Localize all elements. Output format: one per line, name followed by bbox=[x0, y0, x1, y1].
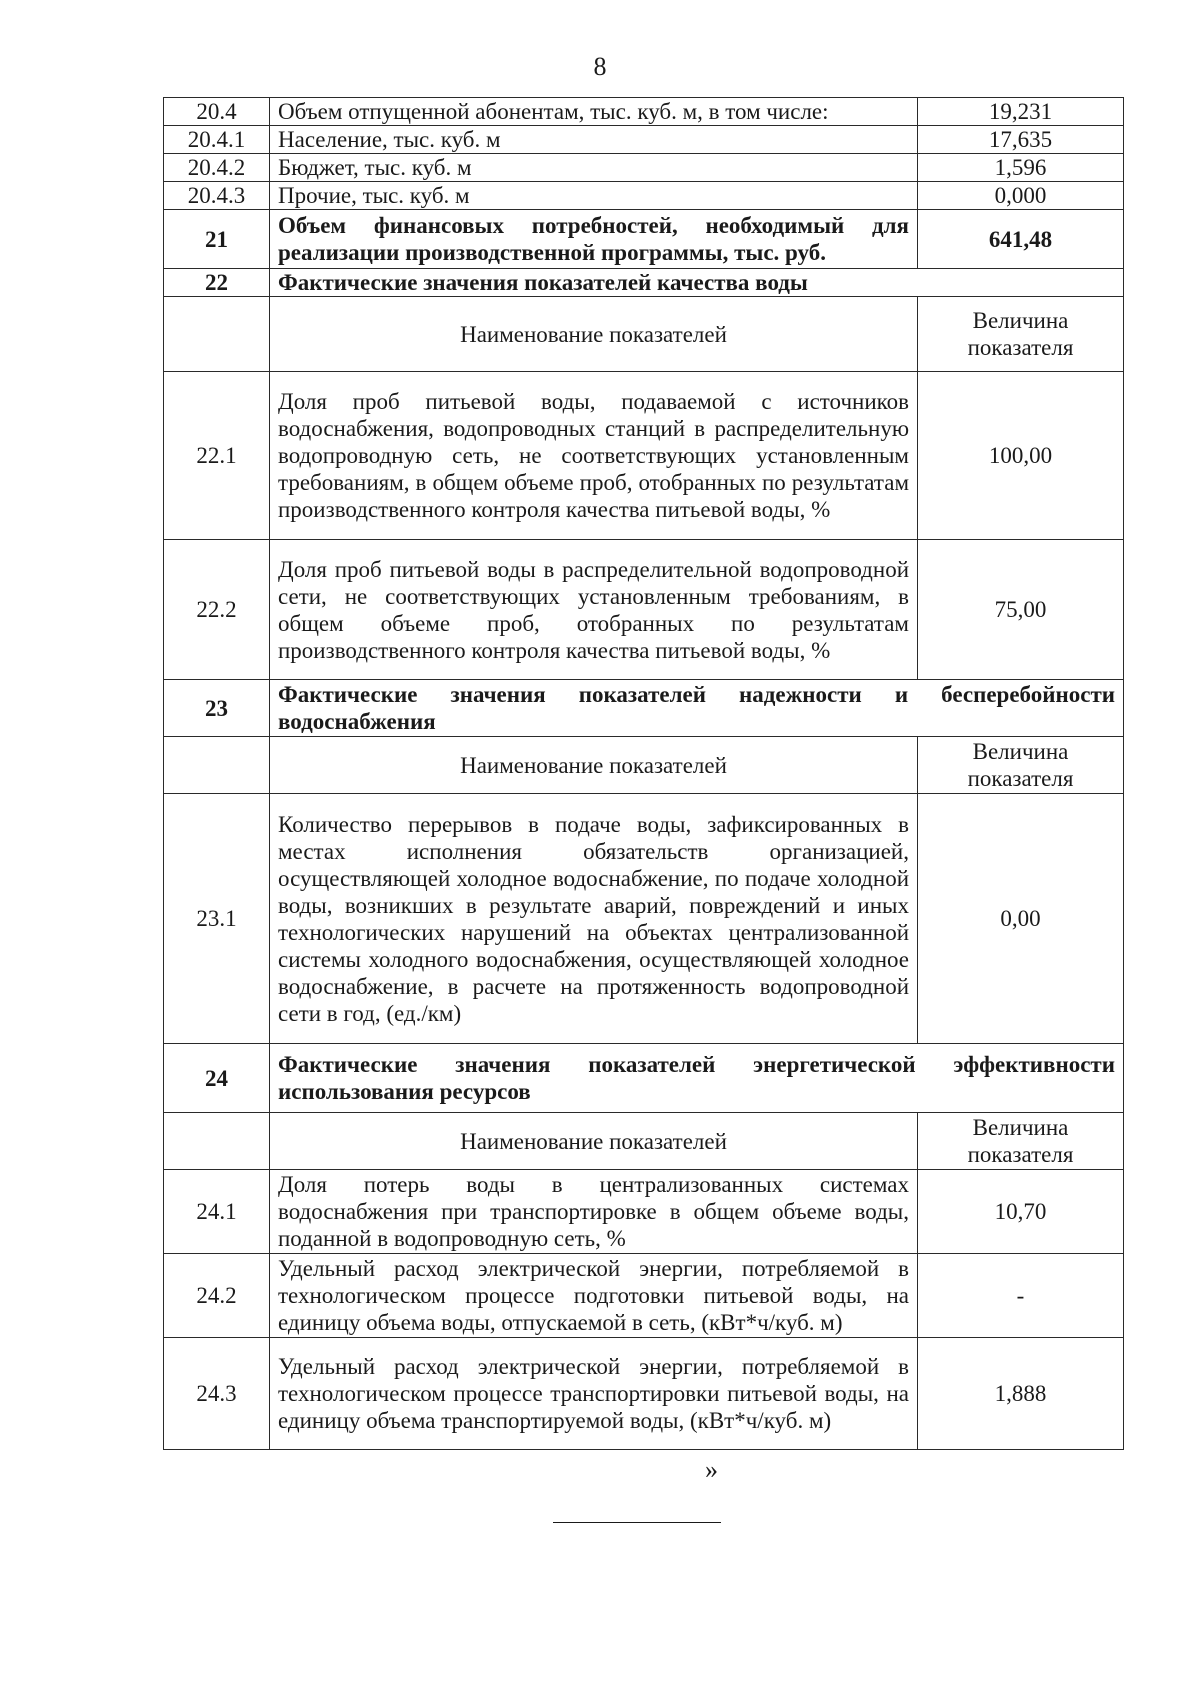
column-header-name: Наименование показателей bbox=[270, 297, 918, 372]
row-value: 0,000 bbox=[918, 182, 1124, 210]
row-value: 75,00 bbox=[918, 540, 1124, 680]
column-header-name: Наименование показателей bbox=[270, 737, 918, 794]
row-number: 24.3 bbox=[164, 1338, 270, 1450]
section-title: Фактические значения показателей энергетической эффективности использования ресурсов bbox=[270, 1044, 1124, 1113]
row-value: 1,596 bbox=[918, 154, 1124, 182]
table-row bbox=[164, 540, 1124, 680]
table-row bbox=[164, 126, 1124, 154]
row-description: Население, тыс. куб. м bbox=[270, 126, 918, 154]
column-header-value: Величина показателя bbox=[918, 1113, 1124, 1170]
column-header-value: Величина показателя bbox=[918, 737, 1124, 794]
section-title: Фактические значения показателей надежности и бесперебойности водоснабжения bbox=[270, 680, 1124, 737]
row-value: 100,00 bbox=[918, 372, 1124, 540]
table-row bbox=[164, 182, 1124, 210]
closing-quote: » bbox=[705, 1455, 718, 1484]
empty-cell bbox=[164, 737, 270, 794]
column-header-row bbox=[164, 1113, 1124, 1170]
section-number: 24 bbox=[164, 1044, 270, 1113]
row-number: 20.4.3 bbox=[164, 182, 270, 210]
section-number: 22 bbox=[164, 269, 270, 297]
indicators-table bbox=[163, 97, 1124, 1450]
row-number: 24.1 bbox=[164, 1170, 270, 1254]
row-description: Прочие, тыс. куб. м bbox=[270, 182, 918, 210]
row-description: Доля проб питьевой воды, подаваемой с источников водоснабжения, водопроводных станций в распределительную водопроводную сеть, не соответствующих установленным требованиям, в общем объеме проб, отобранных по результатам производственного контроля качества питьевой воды, % bbox=[270, 372, 918, 540]
column-header-row bbox=[164, 297, 1124, 372]
row-description: Количество перерывов в подаче воды, зафиксированных в местах исполнения обязательств организацией, осуществляющей холодное водоснабжение, по подаче холодной воды, возникших в результате аварий, повреждений и иных технологических нарушений на объектах централизованной системы холодного водоснабжения, осуществляющей холодное водоснабжение, в расчете на протяженность водопроводной сети в год, (ед./км) bbox=[270, 794, 918, 1044]
section-header-row bbox=[164, 680, 1124, 737]
section-number: 23 bbox=[164, 680, 270, 737]
row-value: 10,70 bbox=[918, 1170, 1124, 1254]
row-description: Доля проб питьевой воды в распределительной водопроводной сети, не соответствующих установленным требованиям, в общем объеме проб, отобранных по результатам производственного контроля качества питьевой воды, % bbox=[270, 540, 918, 680]
section-title: Фактические значения показателей качества воды bbox=[270, 269, 1124, 297]
row-number: 22.1 bbox=[164, 372, 270, 540]
row-number: 20.4.2 bbox=[164, 154, 270, 182]
row-description: Объем финансовых потребностей, необходимый для реализации производственной программы, тыс. руб. bbox=[270, 210, 918, 269]
row-description: Удельный расход электрической энергии, потребляемой в технологическом процессе транспортировки питьевой воды, на единицу объема транспортируемой воды, (кВт*ч/куб. м) bbox=[270, 1338, 918, 1450]
row-number: 23.1 bbox=[164, 794, 270, 1044]
table-row bbox=[164, 1254, 1124, 1338]
row-description: Удельный расход электрической энергии, потребляемой в технологическом процессе подготовки питьевой воды, на единицу объема воды, отпускаемой в сеть, (кВт*ч/куб. м) bbox=[270, 1254, 918, 1338]
row-value: 19,231 bbox=[918, 98, 1124, 126]
section-header-row bbox=[164, 1044, 1124, 1113]
row-value: 641,48 bbox=[918, 210, 1124, 269]
footer-divider bbox=[553, 1522, 721, 1523]
table-row bbox=[164, 154, 1124, 182]
row-description: Бюджет, тыс. куб. м bbox=[270, 154, 918, 182]
row-number: 24.2 bbox=[164, 1254, 270, 1338]
empty-cell bbox=[164, 297, 270, 372]
row-description: Доля потерь воды в централизованных системах водоснабжения при транспортировке в общем объеме воды, поданной в водопроводную сеть, % bbox=[270, 1170, 918, 1254]
section-header-row bbox=[164, 269, 1124, 297]
empty-cell bbox=[164, 1113, 270, 1170]
row-description: Объем отпущенной абонентам, тыс. куб. м, в том числе: bbox=[270, 98, 918, 126]
column-header-value: Величина показателя bbox=[918, 297, 1124, 372]
row-value: 17,635 bbox=[918, 126, 1124, 154]
table-row bbox=[164, 98, 1124, 126]
page-number: 8 bbox=[593, 52, 607, 81]
row-number: 20.4 bbox=[164, 98, 270, 126]
row-number: 22.2 bbox=[164, 540, 270, 680]
row-number: 21 bbox=[164, 210, 270, 269]
row-number: 20.4.1 bbox=[164, 126, 270, 154]
table-row bbox=[164, 372, 1124, 540]
table-row bbox=[164, 794, 1124, 1044]
table-row bbox=[164, 210, 1124, 269]
column-header-name: Наименование показателей bbox=[270, 1113, 918, 1170]
table-row bbox=[164, 1338, 1124, 1450]
row-value: - bbox=[918, 1254, 1124, 1338]
row-value: 0,00 bbox=[918, 794, 1124, 1044]
table-row bbox=[164, 1170, 1124, 1254]
column-header-row bbox=[164, 737, 1124, 794]
row-value: 1,888 bbox=[918, 1338, 1124, 1450]
